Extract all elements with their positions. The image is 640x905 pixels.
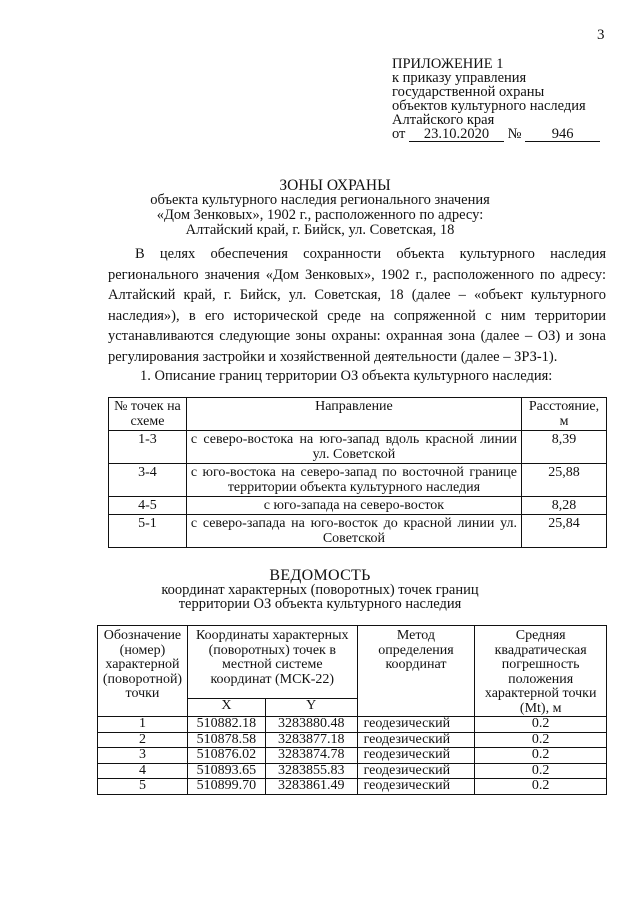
cell-direction: с юго-запада на северо-восток [186, 497, 521, 515]
header-error: Средняя квадратическая погрешность положения характерной точки (Mt), м [475, 626, 607, 717]
vedomost-line: координат характерных (поворотных) точек границ [161, 582, 479, 598]
number-sign: № [507, 126, 522, 142]
intro-text: В целях обеспечения сохранности объекта культурного наследия регионального значения «Дом Зенковых», 1902 г., расположенного по адресу: Алтайский край, г. Бийск, ул. Советская, 18 (далее – «объект культурного наследия»), в его исторической среде на сопряженной с ним территории устанавливаются следующие зоны охраны: охранная зона (далее – ОЗ) и зона регулирования застройки и хозяйственной деятельности (далее – ЗРЗ-1). [108, 246, 606, 365]
cell-distance: 25,84 [522, 515, 607, 548]
header-coordinates: Координаты характерных (поворотных) точек в местной системе координат (МСК-22) [187, 626, 357, 699]
appendix-line: Алтайского края [392, 112, 495, 128]
cell-y: 3283861.49 [265, 779, 357, 795]
vedomost-title: ВЕДОМОСТЬ [269, 567, 371, 584]
borders-table [108, 397, 607, 548]
cell-mt: 0.2 [475, 748, 607, 764]
cell-x: 510899.70 [187, 779, 265, 795]
cell-method: геодезический [357, 763, 475, 779]
cell-y: 3283877.18 [265, 732, 357, 748]
cell-y: 3283880.48 [265, 717, 357, 733]
cell-method: геодезический [357, 779, 475, 795]
table-row [109, 515, 607, 548]
cell-direction: с северо-востока на юго-запад вдоль красной линии ул. Советской [186, 431, 521, 464]
cell-mt: 0.2 [475, 763, 607, 779]
cell-method: геодезический [357, 732, 475, 748]
table-row [98, 748, 607, 764]
cell-point: 5 [98, 779, 188, 795]
cell-point: 4 [98, 763, 188, 779]
cell-distance: 8,28 [522, 497, 607, 515]
document-title [0, 178, 640, 238]
cell-points: 5-1 [109, 515, 187, 548]
cell-method: геодезический [357, 717, 475, 733]
cell-distance: 8,39 [522, 431, 607, 464]
header-point-id: Обозначение (номер) характерной (поворотной) точки [98, 626, 188, 717]
order-date-line [392, 127, 600, 142]
cell-mt: 0.2 [475, 779, 607, 795]
cell-mt: 0.2 [475, 732, 607, 748]
header-x: X [187, 698, 265, 716]
cell-x: 510876.02 [187, 748, 265, 764]
cell-y: 3283855.83 [265, 763, 357, 779]
header-direction: Направление [186, 398, 521, 431]
table-row [98, 717, 607, 733]
borders-table-header [109, 398, 607, 431]
header-y: Y [265, 698, 357, 716]
title-line: Алтайский край, г. Бийск, ул. Советская, 18 [185, 222, 455, 238]
appendix-line: объектов культурного наследия [392, 98, 586, 114]
appendix-line: к приказу управления [392, 70, 527, 86]
appendix-title: ПРИЛОЖЕНИЕ 1 [392, 56, 504, 72]
page-number: 3 [597, 27, 605, 43]
cell-x: 510878.58 [187, 732, 265, 748]
coordinates-table [97, 625, 607, 795]
cell-distance: 25,88 [522, 464, 607, 497]
intro-paragraph [108, 244, 606, 367]
table-row [98, 779, 607, 795]
table-row [98, 732, 607, 748]
cell-point: 1 [98, 717, 188, 733]
cell-x: 510882.18 [187, 717, 265, 733]
section-1-title: 1. Описание границ территории ОЗ объекта культурного наследия: [140, 368, 553, 384]
cell-mt: 0.2 [475, 717, 607, 733]
cell-points: 4-5 [109, 497, 187, 515]
cell-points: 1-3 [109, 431, 187, 464]
cell-point: 3 [98, 748, 188, 764]
order-date: 23.10.2020 [409, 127, 504, 142]
vedomost-heading [0, 569, 640, 611]
vedomost-line: территории ОЗ объекта культурного наследия [178, 596, 462, 612]
coords-header [98, 626, 607, 699]
appendix-block [392, 57, 600, 142]
order-number: 946 [525, 127, 600, 142]
date-prefix: от [392, 126, 406, 142]
header-points: № точек на схеме [109, 398, 187, 431]
table-row [109, 431, 607, 464]
table-row [109, 497, 607, 515]
cell-direction: с юго-востока на северо-запад по восточной границе территории объекта культурного наследия [186, 464, 521, 497]
cell-points: 3-4 [109, 464, 187, 497]
header-method: Метод определения координат [357, 626, 475, 717]
title-line: объекта культурного наследия регионального значения [150, 192, 490, 208]
cell-y: 3283874.78 [265, 748, 357, 764]
title-line: «Дом Зенковых», 1902 г., расположенного по адресу: [156, 207, 484, 223]
cell-method: геодезический [357, 748, 475, 764]
title-main: ЗОНЫ ОХРАНЫ [279, 177, 391, 194]
header-distance: Расстояние, м [522, 398, 607, 431]
table-row [98, 763, 607, 779]
cell-point: 2 [98, 732, 188, 748]
cell-direction: с северо-запада на юго-восток до красной линии ул. Советской [186, 515, 521, 548]
table-row [109, 464, 607, 497]
appendix-line: государственной охраны [392, 84, 545, 100]
cell-x: 510893.65 [187, 763, 265, 779]
